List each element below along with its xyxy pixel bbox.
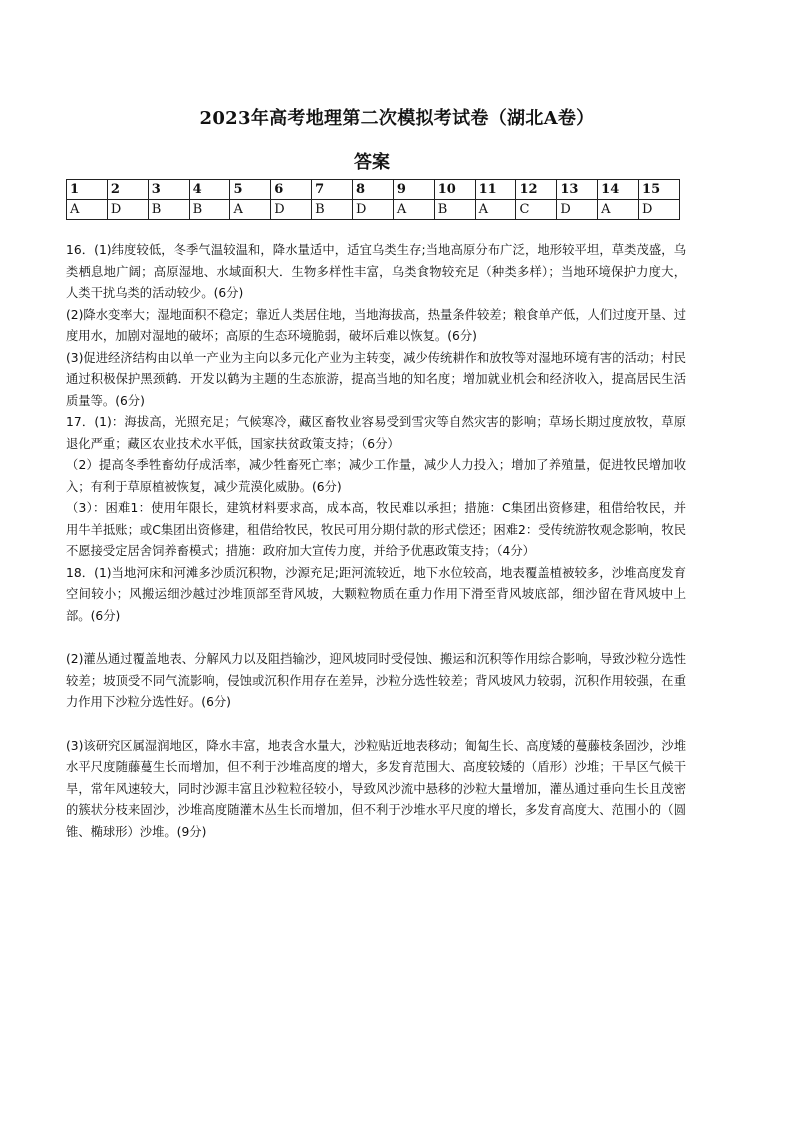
question-number: 8: [353, 180, 394, 200]
question-number: 15: [639, 180, 680, 200]
answer-choice: B: [148, 200, 189, 220]
answer-paragraph-q16-3: (3)促进经济结构由以单一产业为主向以多元化产业为主转变，减少传统耕作和放牧等对湿地环境有害的活动；村民通过积极保护黑颈鹤．开发以鹤为主题的生态旅游，提高当地的知名度；增加就业机会和经济收入，提高居民生活质量等。(6分): [66, 350, 686, 408]
answer-table-choice-row: [67, 200, 680, 220]
answer-choice: D: [271, 200, 312, 220]
answer-paragraph-q16-2: (2)降水变率大；湿地面积不稳定；靠近人类居住地，当地海拔高，热量条件较差；粮食单产低，人们过度开垦、过度用水，加剧对湿地的破坏；高原的生态环境脆弱，破坏后难以恢复。(6分): [66, 307, 686, 343]
answer-choice: B: [189, 200, 230, 220]
answer-choice: C: [516, 200, 557, 220]
question-number: 9: [393, 180, 434, 200]
answer-table: [66, 179, 680, 220]
answer-choice: A: [393, 200, 434, 220]
question-number: 5: [230, 180, 271, 200]
answer-choice: D: [639, 200, 680, 220]
paragraph-spacer: [66, 627, 686, 649]
question-number: 11: [475, 180, 516, 200]
answer-table-number-row: [67, 180, 680, 200]
answer-choice: D: [353, 200, 394, 220]
question-number: 14: [598, 180, 639, 200]
answer-choice: D: [107, 200, 148, 220]
question-number: 13: [557, 180, 598, 200]
answer-paragraph-q16-1: 16．(1)纬度较低，冬季气温较温和，降水量适中，适宜乌类生存;当地高原分布广泛，地形较平坦，草类茂盛，乌类栖息地广阔；高原湿地、水域面积大．生物多样性丰富，乌类食物较充足（种类多样）；当地环境保护力度大，人类干扰乌类的活动较少。(6分): [66, 243, 686, 300]
question-number: 6: [271, 180, 312, 200]
answer-paragraph-q17-3: （3）：困难1：使用年限长，建筑材料要求高，成本高，牧民难以承担；措施：C集团出资修建，租借给牧民，并用牛羊抵账；或C集团出资修建，租借给牧民，牧民可用分期付款的形式偿还；困难2：受传统游牧观念影响，牧民不愿接受定居舍饲养畜模式；措施：政府加大宣传力度，并给予优惠政策支持；（4分）: [66, 501, 686, 558]
answer-choice: A: [230, 200, 271, 220]
question-number: 12: [516, 180, 557, 200]
answer-choice: A: [67, 200, 108, 220]
question-number: 3: [148, 180, 189, 200]
answer-choice: B: [434, 200, 475, 220]
question-number: 10: [434, 180, 475, 200]
question-number: 1: [67, 180, 108, 200]
answer-choice: A: [475, 200, 516, 220]
page-title: 2023年高考地理第二次模拟考试卷（湖北A卷）: [199, 108, 595, 129]
question-number: 7: [312, 180, 353, 200]
question-number: 2: [107, 180, 148, 200]
answer-heading: 答案: [354, 152, 390, 173]
answer-explanations: [66, 240, 686, 843]
answer-paragraph-q18-3: (3)该研究区属湿润地区，降水丰富，地表含水量大，沙粒贴近地表移动；匍匐生长、高度矮的蔓藤枝条固沙，沙堆水平尺度随藤蔓生长而增加，但不利于沙堆高度的增大，多发育范围大、高度较矮的（盾形）沙堆；干旱区气候干旱，常年风速较大，同时沙源丰富且沙粒粒径较小，导致风沙流中悬移的沙粒大量增加，灌丛通过垂向生长且茂密的簇状分枝来固沙，沙堆高度随灌木丛生长而增加，但不利于沙堆水平尺度的增长，多发育高度大、范围小的（圆锥、椭球形）沙堆。(9分): [66, 738, 686, 839]
answer-paragraph-q18-2: (2)灌丛通过覆盖地表、分解风力以及阻挡输沙，迎风坡同时受侵蚀、搬运和沉积等作用综合影响，导致沙粒分选性较差；坡顶受不同气流影响，侵蚀或沉积作用存在差异，沙粒分选性较差；背风坡风力较弱，沉积作用较强，在重力作用下沙粒分选性好。(6分): [66, 652, 686, 709]
answer-choice: D: [557, 200, 598, 220]
answer-choice: A: [598, 200, 639, 220]
paragraph-spacer: [66, 714, 686, 736]
question-number: 4: [189, 180, 230, 200]
answer-choice: B: [312, 200, 353, 220]
answer-paragraph-q18-1: 18．(1)当地河床和河滩多沙质沉积物，沙源充足;距河流较近，地下水位较高，地表覆盖植被较多，沙堆高度发育空间较小；风搬运细沙越过沙堆顶部至背风坡，大颗粒物质在重力作用下滑至背风坡底部，细沙留在背风坡中上部。(6分): [66, 565, 686, 623]
answer-paragraph-q17-2: （2）提高冬季牲畜幼仔成活率，减少牲畜死亡率；减少工作量，减少人力投入；增加了养殖量，促进牧民增加收入；有利于草原植被恢复，减少荒漠化威胁。(6分): [66, 458, 686, 494]
answer-paragraph-q17-1: 17．(1)：海拔高，光照充足；气候寒冷，藏区畜牧业容易受到雪灾等自然灾害的影响；草场长期过度放牧，草原退化严重；藏区农业技术水平低，国家扶贫政策支持；（6分）: [66, 415, 686, 451]
